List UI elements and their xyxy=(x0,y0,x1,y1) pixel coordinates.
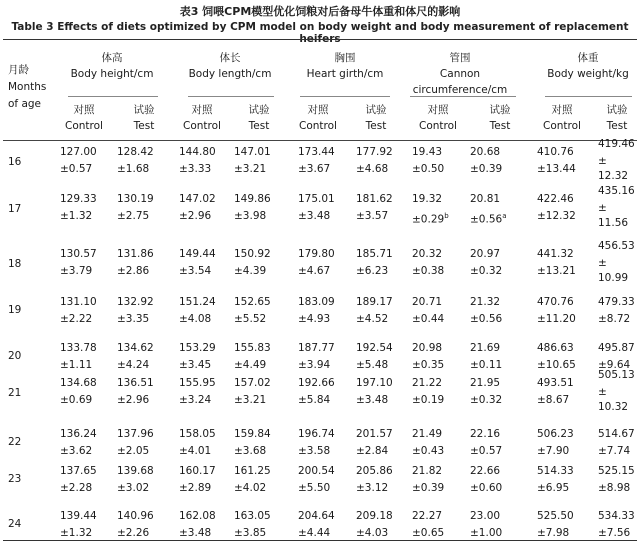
cell-sd-sign: ± xyxy=(598,202,607,214)
cell-mean: 495.87 xyxy=(598,342,635,354)
cell-mean: 470.76 xyxy=(537,296,574,308)
cell-sd: ±1.32 xyxy=(60,210,93,222)
cell-sd: ±3.48 xyxy=(298,210,331,222)
cell-mean: 493.51 xyxy=(537,377,574,389)
cell-sd: ±4.67 xyxy=(298,265,331,277)
cell-sd: ±2.75 xyxy=(117,210,150,222)
cell-mean: 130.19 xyxy=(117,193,154,205)
significance-mark: a xyxy=(502,212,507,220)
row-age: 22 xyxy=(8,436,22,448)
cell-mean: 155.83 xyxy=(234,342,271,354)
cell-sd: ±3.48 xyxy=(356,394,389,406)
cell-sd: ±3.94 xyxy=(298,359,331,371)
cell-mean: 139.68 xyxy=(117,465,154,477)
group-header-en: circumference/cm xyxy=(412,84,508,96)
cell-sd: ±0.56$^a$ xyxy=(470,212,507,226)
cell-sd: ±0.39 xyxy=(470,163,503,175)
cell-sd: ±0.56 xyxy=(470,313,503,325)
cell-sd: ±10.65 xyxy=(537,359,576,371)
sub-header-cn: 试验 xyxy=(248,104,270,116)
cell-mean: 20.71 xyxy=(412,296,443,308)
cell-mean: 204.64 xyxy=(298,510,335,522)
cell-sd: ±3.67 xyxy=(298,163,331,175)
sub-header-cn: 试验 xyxy=(489,104,511,116)
cell-mean: 132.92 xyxy=(117,296,154,308)
cell-mean: 192.66 xyxy=(298,377,335,389)
group-underline xyxy=(68,96,158,97)
row-age: 23 xyxy=(8,473,22,485)
sub-header-en: Control xyxy=(543,120,581,132)
cell-sd: ±2.22 xyxy=(60,313,93,325)
sub-header-cn: 对照 xyxy=(427,104,449,116)
cell-mean: 128.42 xyxy=(117,146,154,158)
cell-mean: 153.29 xyxy=(179,342,216,354)
cell-mean: 155.95 xyxy=(179,377,216,389)
cell-mean: 441.32 xyxy=(537,248,574,260)
cell-mean: 181.62 xyxy=(356,193,393,205)
cell-mean: 456.53 xyxy=(598,240,635,252)
cell-mean: 435.16 xyxy=(598,185,635,197)
sub-header-en: Test xyxy=(606,120,628,132)
cell-mean: 147.02 xyxy=(179,193,216,205)
cell-sd: ±3.58 xyxy=(298,445,331,457)
cell-mean: 20.32 xyxy=(412,248,443,260)
cell-mean: 160.17 xyxy=(179,465,216,477)
cell-sd: ±3.21 xyxy=(234,394,267,406)
cell-sd: ±6.23 xyxy=(356,265,389,277)
cell-mean: 21.32 xyxy=(470,296,501,308)
cell-mean: 20.81 xyxy=(470,193,501,205)
cell-sd: ±2.84 xyxy=(356,445,389,457)
cell-mean: 486.63 xyxy=(537,342,574,354)
group-header-cn: 体重 xyxy=(577,52,599,64)
cell-mean: 175.01 xyxy=(298,193,335,205)
cell-mean: 131.10 xyxy=(60,296,97,308)
cell-sd: ±3.62 xyxy=(60,445,93,457)
sub-header-cn: 试验 xyxy=(606,104,628,116)
cell-sd: ±0.69 xyxy=(60,394,93,406)
cell-mean: 514.33 xyxy=(537,465,574,477)
cell-sd: ±4.08 xyxy=(179,313,212,325)
cell-sd: ±0.43 xyxy=(412,445,445,457)
cell-mean: 157.02 xyxy=(234,377,271,389)
cell-sd: ±2.89 xyxy=(179,482,212,494)
cell-mean: 140.96 xyxy=(117,510,154,522)
cell-sd: ±0.32 xyxy=(470,394,503,406)
cell-sd: ±3.68 xyxy=(234,445,267,457)
group-header-en: Cannon xyxy=(439,68,481,80)
cell-mean: 136.51 xyxy=(117,377,154,389)
cell-mean: 21.69 xyxy=(470,342,501,354)
cell-sd: ±9.64 xyxy=(598,359,631,371)
cell-mean: 185.71 xyxy=(356,248,393,260)
cell-sd: ±7.90 xyxy=(537,445,570,457)
cell-sd: ±8.67 xyxy=(537,394,570,406)
cell-mean: 134.68 xyxy=(60,377,97,389)
group-underline xyxy=(188,96,274,97)
group-underline xyxy=(410,96,516,97)
row-age: 18 xyxy=(8,258,22,270)
cell-mean: 130.57 xyxy=(60,248,97,260)
cell-mean: 20.98 xyxy=(412,342,443,354)
table-rule xyxy=(3,140,637,141)
cell-sd: ±4.52 xyxy=(356,313,389,325)
cell-mean: 534.33 xyxy=(598,510,635,522)
cell-sd: ±7.74 xyxy=(598,445,631,457)
cell-mean: 127.00 xyxy=(60,146,97,158)
cell-mean: 410.76 xyxy=(537,146,574,158)
cell-sd: ±6.95 xyxy=(537,482,570,494)
cell-mean: 506.23 xyxy=(537,428,574,440)
cell-mean: 22.27 xyxy=(412,510,443,522)
cell-sd: ±8.98 xyxy=(598,482,631,494)
cell-mean: 201.57 xyxy=(356,428,393,440)
cell-mean: 137.65 xyxy=(60,465,97,477)
cell-sd: ±1.68 xyxy=(117,163,150,175)
cell-sd: ±0.19 xyxy=(412,394,445,406)
age-header-line: of age xyxy=(8,98,42,110)
group-header-en: Heart girth/cm xyxy=(306,68,384,80)
cell-mean: 151.24 xyxy=(179,296,216,308)
cell-sd: ±0.65 xyxy=(412,527,445,539)
cell-sd: ±2.05 xyxy=(117,445,150,457)
cell-sd: ±3.33 xyxy=(179,163,212,175)
cell-mean: 22.16 xyxy=(470,428,501,440)
cell-mean: 192.54 xyxy=(356,342,393,354)
cell-mean: 21.95 xyxy=(470,377,501,389)
cell-mean: 187.77 xyxy=(298,342,335,354)
cell-mean: 205.86 xyxy=(356,465,393,477)
cell-mean: 19.43 xyxy=(412,146,443,158)
cell-sd: ±5.52 xyxy=(234,313,267,325)
cell-sd: ±0.57 xyxy=(470,445,503,457)
cell-sd: ±3.85 xyxy=(234,527,267,539)
sub-header-en: Test xyxy=(489,120,511,132)
cell-mean: 139.44 xyxy=(60,510,97,522)
sub-header-cn: 试验 xyxy=(133,104,155,116)
cell-sd: ±2.28 xyxy=(60,482,93,494)
cell-sd: ±0.29$^b$ xyxy=(412,212,449,226)
age-header-line: Months xyxy=(8,81,47,93)
cell-sd: ±0.57 xyxy=(60,163,93,175)
cell-sd-sign: ± xyxy=(598,257,607,269)
significance-mark: b xyxy=(444,212,449,220)
table-rule xyxy=(3,39,637,40)
cell-sd: ±13.21 xyxy=(537,265,576,277)
cell-mean: 152.65 xyxy=(234,296,271,308)
cell-sd: ±4.24 xyxy=(117,359,150,371)
sub-header-cn: 对照 xyxy=(191,104,213,116)
cell-sd: ±3.35 xyxy=(117,313,150,325)
cell-mean: 209.18 xyxy=(356,510,393,522)
cell-mean: 173.44 xyxy=(298,146,335,158)
cell-sd: ±3.54 xyxy=(179,265,212,277)
cell-mean: 22.66 xyxy=(470,465,501,477)
cell-mean: 131.86 xyxy=(117,248,154,260)
cell-sd: ±3.45 xyxy=(179,359,212,371)
cell-mean: 20.97 xyxy=(470,248,501,260)
cell-sd: ±0.60 xyxy=(470,482,503,494)
cell-sd: ±4.03 xyxy=(356,527,389,539)
cell-mean: 134.62 xyxy=(117,342,154,354)
group-header-en: Body weight/kg xyxy=(547,68,629,80)
sub-header-cn: 对照 xyxy=(307,104,329,116)
cell-mean: 179.80 xyxy=(298,248,335,260)
cell-sd: ±2.26 xyxy=(117,527,150,539)
cell-sd: ±0.44 xyxy=(412,313,445,325)
row-age: 16 xyxy=(8,156,22,168)
cell-mean: 136.24 xyxy=(60,428,97,440)
cell-sd: ±3.48 xyxy=(179,527,212,539)
cell-sd: 11.56 xyxy=(598,217,629,229)
cell-sd: ±0.11 xyxy=(470,359,503,371)
group-header-en: Body length/cm xyxy=(188,68,272,80)
cell-mean: 21.49 xyxy=(412,428,443,440)
row-age: 17 xyxy=(8,203,22,215)
cell-sd: ±1.00 xyxy=(470,527,503,539)
group-header-cn: 管围 xyxy=(449,52,471,64)
cell-mean: 196.74 xyxy=(298,428,335,440)
sub-header-en: Control xyxy=(183,120,221,132)
cell-sd: ±4.01 xyxy=(179,445,212,457)
cell-sd: ±7.56 xyxy=(598,527,631,539)
cell-mean: 20.68 xyxy=(470,146,501,158)
cell-sd: ±3.57 xyxy=(356,210,389,222)
cell-mean: 129.33 xyxy=(60,193,97,205)
cell-mean: 21.82 xyxy=(412,465,443,477)
cell-mean: 159.84 xyxy=(234,428,271,440)
cell-sd: ±2.96 xyxy=(179,210,212,222)
group-header-cn: 体高 xyxy=(101,52,123,64)
cell-sd: ±5.48 xyxy=(356,359,389,371)
cell-sd: ±5.84 xyxy=(298,394,331,406)
cell-sd: ±1.32 xyxy=(60,527,93,539)
cell-sd: ±4.39 xyxy=(234,265,267,277)
cell-mean: 147.01 xyxy=(234,146,271,158)
cell-mean: 525.15 xyxy=(598,465,635,477)
row-age: 24 xyxy=(8,518,22,530)
cell-mean: 133.78 xyxy=(60,342,97,354)
cell-sd: ±2.96 xyxy=(117,394,150,406)
table-title-cn: 表3 饲喂CPM模型优化饲粮对后备母牛体重和体尺的影响 xyxy=(179,5,461,18)
sub-header-en: Test xyxy=(133,120,155,132)
cell-mean: 137.96 xyxy=(117,428,154,440)
cell-mean: 144.80 xyxy=(179,146,216,158)
cell-sd: ±12.32 xyxy=(537,210,576,222)
sub-header-en: Test xyxy=(248,120,270,132)
cell-sd: ±3.79 xyxy=(60,265,93,277)
cell-mean: 162.08 xyxy=(179,510,216,522)
cell-sd: ±4.02 xyxy=(234,482,267,494)
cell-mean: 23.00 xyxy=(470,510,501,522)
cell-sd: ±13.44 xyxy=(537,163,576,175)
cell-mean: 19.32 xyxy=(412,193,443,205)
cell-sd: ±4.93 xyxy=(298,313,331,325)
cell-sd: 12.32 xyxy=(598,170,629,182)
sub-header-cn: 对照 xyxy=(551,104,573,116)
cell-mean: 177.92 xyxy=(356,146,393,158)
cell-mean: 479.33 xyxy=(598,296,635,308)
cell-mean: 158.05 xyxy=(179,428,216,440)
cell-mean: 505.13 xyxy=(598,369,635,381)
cell-mean: 149.86 xyxy=(234,193,271,205)
cell-sd: ±4.44 xyxy=(298,527,331,539)
cell-sd: ±3.12 xyxy=(356,482,389,494)
group-underline xyxy=(300,96,390,97)
cell-sd: ±4.49 xyxy=(234,359,267,371)
sub-header-cn: 试验 xyxy=(365,104,387,116)
cell-sd: ±3.21 xyxy=(234,163,267,175)
group-underline xyxy=(545,96,632,97)
cell-sd: ±0.50 xyxy=(412,163,445,175)
cell-mean: 149.44 xyxy=(179,248,216,260)
cell-mean: 422.46 xyxy=(537,193,574,205)
sub-header-en: Control xyxy=(419,120,457,132)
cell-mean: 525.50 xyxy=(537,510,574,522)
row-age: 21 xyxy=(8,387,22,399)
cell-sd: ±3.98 xyxy=(234,210,267,222)
row-age: 20 xyxy=(8,350,22,362)
sub-header-cn: 对照 xyxy=(73,104,95,116)
group-header-cn: 体长 xyxy=(219,52,241,64)
cell-sd: ±4.68 xyxy=(356,163,389,175)
table-title-en: Table 3 Effects of diets optimized by CPM model on body weight and body measurement of replacement heifers xyxy=(11,21,629,45)
cell-sd: ±7.98 xyxy=(537,527,570,539)
row-age: 19 xyxy=(8,304,22,316)
age-header-line: 月龄 xyxy=(8,64,29,76)
cell-sd: ±8.72 xyxy=(598,313,631,325)
cell-mean: 419.46 xyxy=(598,138,635,150)
cell-sd: 10.99 xyxy=(598,272,629,284)
cell-sd-sign: ± xyxy=(598,386,607,398)
cell-mean: 150.92 xyxy=(234,248,271,260)
cell-sd: ±1.11 xyxy=(60,359,93,371)
cell-sd: ±2.86 xyxy=(117,265,150,277)
sub-header-en: Test xyxy=(365,120,387,132)
cell-sd: ±11.20 xyxy=(537,313,576,325)
cell-sd: ±0.38 xyxy=(412,265,445,277)
cell-mean: 200.54 xyxy=(298,465,335,477)
cell-mean: 163.05 xyxy=(234,510,271,522)
cell-sd: ±0.39 xyxy=(412,482,445,494)
cell-mean: 189.17 xyxy=(356,296,393,308)
cell-sd: ±3.24 xyxy=(179,394,212,406)
sub-header-en: Control xyxy=(299,120,337,132)
cell-sd: ±3.02 xyxy=(117,482,150,494)
sub-header-en: Control xyxy=(65,120,103,132)
cell-mean: 514.67 xyxy=(598,428,635,440)
cell-sd: ±0.32 xyxy=(470,265,503,277)
cell-mean: 183.09 xyxy=(298,296,335,308)
cell-sd: ±5.50 xyxy=(298,482,331,494)
cell-sd: ±0.35 xyxy=(412,359,445,371)
group-header-cn: 胸围 xyxy=(334,52,356,64)
cell-mean: 197.10 xyxy=(356,377,393,389)
group-header-en: Body height/cm xyxy=(70,68,154,80)
cell-sd: 10.32 xyxy=(598,401,629,413)
cell-mean: 161.25 xyxy=(234,465,271,477)
cell-sd-sign: ± xyxy=(598,155,607,167)
cell-mean: 21.22 xyxy=(412,377,443,389)
